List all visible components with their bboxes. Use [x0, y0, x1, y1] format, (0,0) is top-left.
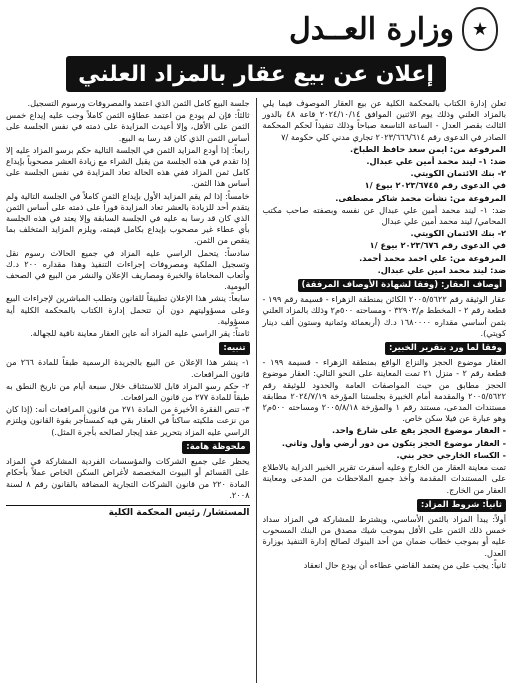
list-item: - العقار موضوع الحجز يقع على شارع واحد.: [332, 425, 506, 436]
header: [6, 4, 506, 54]
terms-paragraph: ثامناً: يقر الراسي عليه المزاد أنه عاين العقار معاينة نافية للجهالة.: [30, 328, 250, 339]
terms-item: أولاً: يبدأ المزاد بالثمن الأساسي، ويشترط للمشاركة في المزاد سداد خمس ذلك الثمن على الأقل بموجب شيك مصدق من البنك المسحوب عليه أو بموجب خطاب ضمان من أحد البنوك لصالح إدارة التنفيذ بوزارة العدل.: [262, 513, 506, 558]
section-bar-important: ملحوظة هامة:: [182, 441, 249, 454]
important-note: يحظر على جميع الشركات والمؤسسات الفردية المشاركة في المزاد على القسائم أو البيوت المخصصة لأغراض السكن الخاص عملاً بأحكام المادة ٢٢٠ من قانون الشركات التجارية المضافة بالقانون رقم ٨ لسنة ٢٠٠٨.: [6, 456, 250, 500]
column-divider: [256, 98, 257, 683]
terms-paragraph: خامساً: إذا لم يقم المزايد الأول بإيداع الثمن كاملاً في الجلسة التالية ولم يتقدم أحد للزيادة بالعشر تعاد المزايدة فوراً على ذمته على أساس الثمن الذي كان قد رسا به عليه في الجلسة السابقة وإلا يعتد في هذه الجلسة بأي عطاء غير مصحوب بإيداع بكامل قيمته، ويلزم المزايد المتخلف بما ينقص من الثمن.: [6, 190, 250, 246]
list-item: - الكساء الخارجي حجر بني.: [396, 449, 506, 460]
kuwait-emblem-icon: ★: [462, 7, 498, 51]
terms-paragraph: سادساً: يتحمل الراسي عليه المزاد في جميع الحالات رسوم نقل وتسجيل الملكية ومصروفات إجراءات التنفيذ وهذا مقداره ٢٠٠ د.ك وأتعاب المحاماة والخبرة ومصاريف الإعلان والنشر من البيع في الصحف اليومية.: [6, 247, 250, 292]
inspection-paragraph: تمت معاينة العقار من الخارج وعليه أسفرت تقرير الخبير الدراية بالاطلاع على المستندات المقدمة وأخذ جميع الملاحظات من المدعى ومعاينة العقار من الخارج.: [262, 462, 506, 495]
defendant-line: ضد: ١- ليند محمد أمين علي عبدال.: [366, 156, 506, 167]
notice-item: ١- ينشر هذا الإعلان عن البيع بالجريدة الرسمية طبقاً للمادة ٢٦٦ من قانون المرافعات.: [6, 357, 250, 379]
terms-item: ثانياً: يجب على من يعتمد القاضي عطاءه أن يودع حال انعقاد: [303, 559, 506, 570]
terms-paragraph: جلسة البيع كامل الثمن الذي اعتمد والمصروفات ورسوم التسجيل.: [27, 98, 250, 108]
plaintiff-line: المرفوعة من: ايمن سعد حافظ الطباخ.: [349, 143, 506, 154]
announcement-columns: [6, 98, 506, 683]
case-line: في الدعوى رقم ٢٠٢٣/٦٧٤٥ بيوع /١: [364, 180, 506, 191]
intro-paragraph: تعلن إدارة الكتاب بالمحكمة الكلية عن بيع العقار الموصوف فيما يلي بالمزاد العلني وذلك يوم الاثنين الموافق ٢٠٢٤/١٠/١٤ قاعة ٤٨ بالدور الثالث بقصر العدل - الساعة التاسعة صباحاً وذلك تنفيذاً لحكم المحكمة الصادر في الدعوى رقم ٢٠٢٣/٦٦٦/٦١٤ تجاري مدني كلي حكومة /٧: [262, 98, 506, 142]
notice-item: ٢- حكم رسو المزاد قابل للاستئناف خلال سبعة أيام من تاريخ النطق به طبقاً للمادة ٢٧٧ من قانون المرافعات.: [6, 380, 250, 403]
announcement-banner: إعلان عن بيع عقار بالمزاد العلني: [66, 56, 446, 92]
signature: المستشار/ رئيس المحكمة الكلية: [6, 505, 250, 519]
defendant-line: ٢- بنك الائتمان الكويتي.: [410, 168, 506, 179]
defendant-line: ضد: ١- ليند محمد أمين علي عبدال عن نفسه وبصفته صاحب مكتب المحامي/ ليند محمد أمين علي عبدال: [262, 204, 506, 227]
list-item: - العقار موضوع الحجز يتكون من دور أرضي وأول وثاني.: [281, 437, 506, 448]
notice-item: ٣- تنص الفقرة الأخيرة من المادة ٢٧١ من قانون المرافعات أنه: (إذا كان من نزعت ملكيته ساكناً في العقار بقي فيه كمستأجر بقوة القانون ويلتزم الراسي عليه المزاد بتحرير عقد إيجار لصالحه بأجرة المثل.): [6, 404, 250, 437]
defendant-line: ضد: ليند محمد امين علي عبدال.: [377, 264, 506, 275]
plaintiff-line: المرفوعة من: نشأت محمد شاكر مصطفى.: [335, 192, 506, 203]
defendant-line: ٢- بنك الائتمان الكويتي.: [410, 228, 506, 239]
expert-report: العقار موضوع الحجز والنزاع الواقع بمنطقة الزهراء - قسيمة ١٩٩ - قطعة رقم ٢ - منزل ٢١ تمت المعاينة على النحو التالي: العقار موضوع الحجز مطابق من حيث المواصفات العامة والحدود للوثيقة رقم ٢٠٠٥/٥٦٢٢ والمقدمة أمام الخبيرة بجلستنا المؤرخة ٢٠٢٤/٧/١٩ مطابقة مستندات المدعى، مستند رقم ١ والمؤرخة ٢٠٠٥/٨/١٨ ومساحته ٥٠٠م٢ وهو عبارة عن فيلا سكن خاص.: [262, 357, 506, 424]
right-column: [262, 98, 506, 683]
ministry-title: وزارة العــدل: [288, 11, 454, 47]
terms-paragraph: سابعاً: ينشر هذا الإعلان تطبيقاً للقانون وتطلب المباشرين لإجراءات البيع وعلى مسؤوليتهم دون أن تتحمل إدارة الكتاب بالمحكمة الكلية أية مسؤولية.: [6, 293, 250, 326]
left-column: [6, 98, 250, 683]
plaintiff-line: المرفوعة من: علي احمد محمد أحمد.: [359, 252, 506, 263]
terms-paragraph: رابعاً: إذا أودع المزايد الثمن في الجلسة التالية حكم برسو المزاد عليه إلا إذا تقدم في هذه الجلسة من يقبل الشراء مع زيادة العشر مصحوباً بإيداع كامل ثمن المزاد ففي هذه الحالة تعاد المزايدة في نفس الجلسة على أساس هذا الثمن.: [6, 144, 250, 189]
section-bar-terms: ثانياً: شروط المزاد:: [417, 499, 506, 512]
section-bar-description: أوصاف العقار: (وفقا لشهادة الأوصاف المرفقة): [298, 279, 506, 292]
property-description: عقار الوثيقة رقم ٢٠٠٥/٥٦٢٢ الكائن بمنطقة الزهراء - قسيمة رقم ١٩٩ - قطعة رقم ٢ - المخطط م/٣٢٩٠٣ - ومساحته ٥٠٠م٢ وذلك بالمزاد العلني بثمن أساسي مقداره ١٦٨٠٠٠٠ د.ك (أربعمائة وثمانية وستون ألف دينار كويتي).: [262, 294, 506, 338]
case-line: في الدعوى رقم ٢٠٢٣/٦٧٦ بيوع /١: [369, 240, 506, 251]
terms-paragraph: ثالثاً: فإن لم يودع من اعتمد عطاؤه الثمن كاملاً وجب عليه إيداع خمس الثمن على الأقل، وإلا أعيدت المزايدة على ذمته في نفس الجلسة على أساس الثمن الذي كان قد رسا به البيع.: [6, 110, 250, 143]
section-bar-expert: وفقا لما ورد بتقرير الخبير:: [385, 342, 506, 355]
section-bar-notice: تنبيه:: [219, 342, 249, 355]
